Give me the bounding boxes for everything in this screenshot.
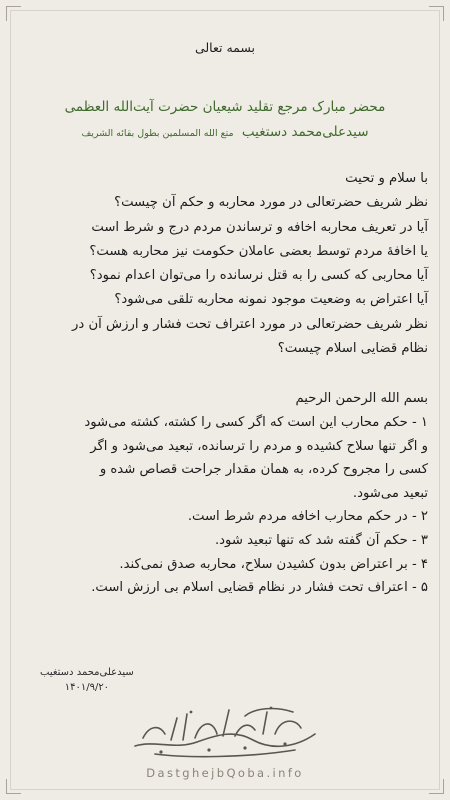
answer-line: ۳ - حکم آن گفته شد که تنها تبعید شود. xyxy=(214,532,428,548)
frame-corner-ornament xyxy=(429,6,444,21)
question-line: یا اخافهٔ مردم توسط بعضی عاملان حکومت نیز محاربه هست؟ xyxy=(89,243,428,259)
signature-block xyxy=(40,667,134,693)
question-line: آیا در تعریف محاربه اخافه و ترساندن مردم درج و شرط است xyxy=(91,219,428,235)
addressee-name: سیدعلی‌محمد دستغیب xyxy=(241,124,369,140)
question-line: آیا محاربی که کسی را به قتل نرسانده را می‌توان اعدام نمود؟ xyxy=(89,268,428,284)
signature-name: سیدعلی‌محمد دستغیب xyxy=(40,667,134,678)
answer-line: بسم الله الرحمن الرحیم xyxy=(295,391,428,407)
answer-line: ۲ - در حکم محارب اخافه مردم شرط است. xyxy=(187,509,428,525)
frame-corner-ornament xyxy=(6,6,21,21)
question-section xyxy=(22,167,428,361)
addressee-line-1: محضر مبارک مرجع تقلید شیعیان حضرت آیت‌الله العظمی xyxy=(64,99,386,115)
answer-line: و اگر تنها سلاح کشیده و مردم را ترسانده، تبعید می‌شود و اگر xyxy=(90,438,428,454)
question-line: آیا اعتراض به وضعیت موجود نمونه محاربه تلقی می‌شود؟ xyxy=(114,292,428,308)
addressee-line-2 xyxy=(22,121,428,145)
answer-line: کسی را مجروح کرده، به همان مقدار جراحت قصاص شده و xyxy=(99,462,428,478)
question-line: نظر شریف حضرتعالی در مورد اعتراف تحت فشار و ارزش آن در xyxy=(72,316,428,332)
signature-date: ۱۴۰۱/۹/۲۰ xyxy=(64,682,110,693)
calligraphy-seal-logo xyxy=(125,700,325,764)
question-line: نظر شریف حضرتعالی در مورد محاربه و حکم آن چیست؟ xyxy=(114,195,428,211)
frame-corner-ornament xyxy=(429,779,444,794)
answer-line: تبعید می‌شود. xyxy=(352,485,428,501)
answer-line: ۱ - حکم محارب این است که اگر کسی را کشته، کشته می‌شود xyxy=(84,414,428,430)
letter-document xyxy=(22,40,428,600)
answer-line: ۴ - بر اعتراض بدون کشیدن سلاح، محاربه صدق نمی‌کند. xyxy=(119,556,428,572)
heading-basmala: بسمه تعالی xyxy=(194,40,256,55)
footer-website: DastghejbQoba.info xyxy=(146,766,304,780)
question-line: نظام قضایی اسلام چیست؟ xyxy=(277,341,428,357)
answer-line: ۵ - اعتراف تحت فشار در نظام قضایی اسلام بی ارزش است. xyxy=(91,580,428,596)
answer-section xyxy=(22,387,428,599)
addressee-honorific: متع الله المسلمین بطول بقائه الشریف xyxy=(81,128,234,139)
frame-corner-ornament xyxy=(6,779,21,794)
question-line: با سلام و تحیت xyxy=(345,171,428,186)
